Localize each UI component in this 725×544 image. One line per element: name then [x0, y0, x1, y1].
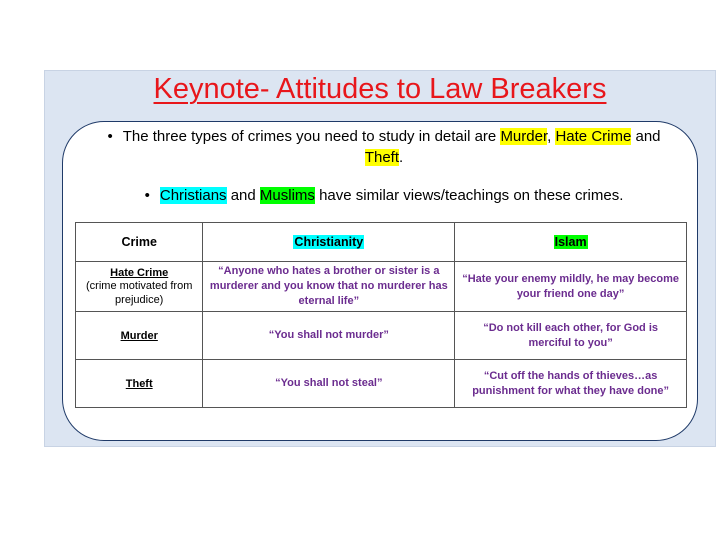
header-islam: [455, 223, 687, 262]
and-text: and: [631, 128, 661, 145]
crime-cell: [76, 262, 203, 312]
bullet-dot: •: [107, 128, 113, 145]
comma-text: ,: [547, 128, 556, 145]
header-crime: Crime: [76, 223, 203, 262]
content-panel: [62, 121, 698, 441]
islam-quote: “Do not kill each other, for God is merciful to you”: [455, 312, 687, 360]
bullet-text: have similar views/teachings on these crimes.: [314, 187, 624, 204]
bullet-similar-views: [91, 185, 677, 206]
highlight-muslims: Muslims: [259, 187, 315, 204]
table-row: [76, 312, 687, 360]
highlight-christians: Christians: [159, 187, 227, 204]
highlight-hate-crime: Hate Crime: [555, 128, 632, 145]
highlight-theft: Theft: [364, 149, 399, 166]
period-text: .: [399, 149, 404, 166]
crime-cell: [76, 360, 203, 408]
table-row: [76, 360, 687, 408]
table-header-row: [76, 223, 687, 262]
christianity-quote: “You shall not murder”: [203, 312, 455, 360]
slide: [44, 70, 716, 447]
christianity-quote: “You shall not steal”: [203, 360, 455, 408]
crime-name: Hate Crime: [110, 266, 169, 279]
header-christianity: [203, 223, 455, 262]
header-christianity-label: Christianity: [294, 235, 364, 249]
islam-quote: “Hate your enemy mildly, he may become your friend one day”: [455, 262, 687, 312]
header-islam-label: Islam: [554, 235, 587, 249]
crime-name: Murder: [120, 329, 158, 342]
and-text: and: [226, 187, 260, 204]
christianity-quote: “Anyone who hates a brother or sister is a murderer and you know that no murderer has eternal life”: [203, 262, 455, 312]
slide-title: Keynote- Attitudes to Law Breakers: [153, 73, 607, 105]
crimes-table: [75, 222, 687, 408]
highlight-murder: Murder: [500, 128, 548, 145]
crime-note: (crime motivated from prejudice): [86, 279, 193, 306]
bullet-dot: •: [144, 187, 150, 204]
table-row: [76, 262, 687, 312]
bullet-text: The three types of crimes you need to study in detail are: [122, 128, 501, 145]
crime-name: Theft: [125, 377, 153, 390]
crime-cell: [76, 312, 203, 360]
bullet-crime-types: [91, 126, 677, 168]
islam-quote: “Cut off the hands of thieves…as punishment for what they have done”: [455, 360, 687, 408]
